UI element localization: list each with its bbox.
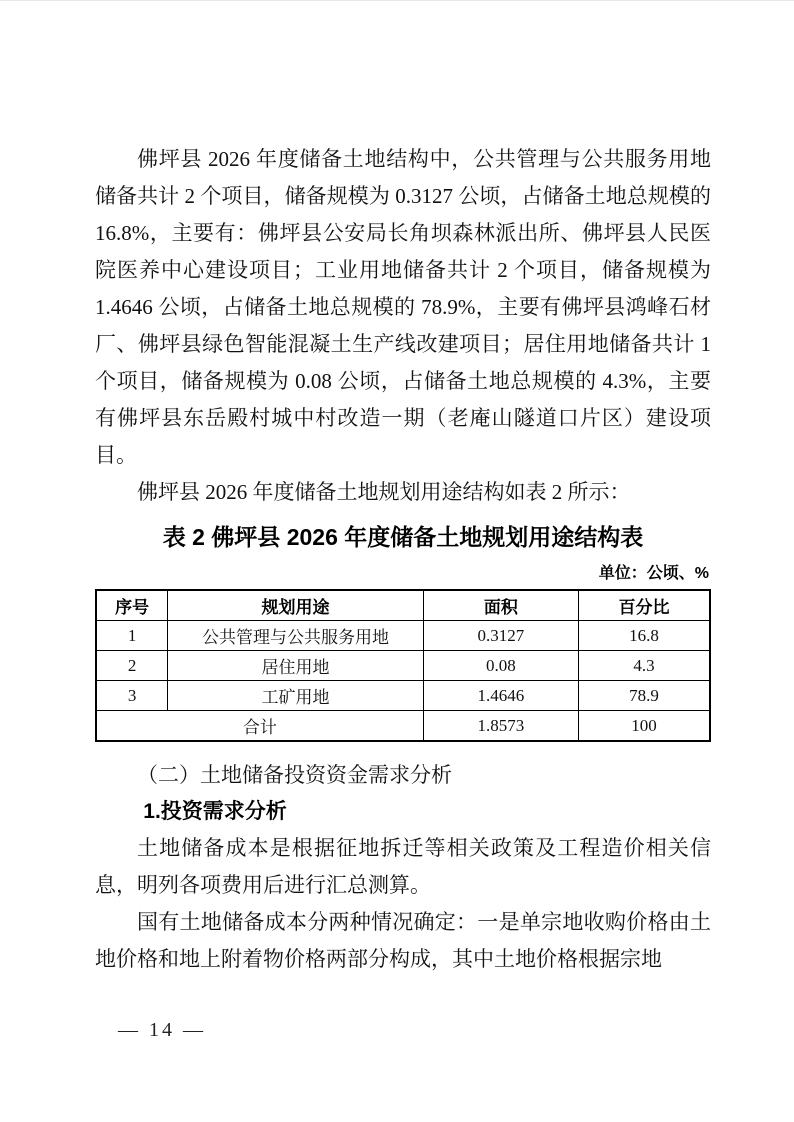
cell-area: 1.4646 <box>423 681 578 711</box>
paragraph-land-reserve-structure: 佛坪县 2026 年度储备土地结构中，公共管理与公共服务用地储备共计 2 个项目，储备规模为 0.3127 公顷，占储备土地总规模的 16.8%，主要有：佛坪县公安局长角坝森林派出所、佛坪县人民医院医养中心建设项目；工业用地储备共计 2 个项目，储备规模为 1.4646 公顷，占储备土地总规模的 78.9%，主要有佛坪县鸿峰石材厂、佛坪县绿色智能混凝土生产线改建项目；居住用地储备共计 1 个项目，储备规模为 0.08 公顷，占储备土地总规模的 4.3%，主要有佛坪县东岳殿村城中村改造一期（老庵山隧道口片区）建设项目。 <box>95 147 711 467</box>
cell-planned-use: 公共管理与公共服务用地 <box>168 621 423 651</box>
table-header-row <box>96 590 710 621</box>
cell-percentage: 16.8 <box>579 621 710 651</box>
table-title: 表 2 佛坪县 2026 年度储备土地规划用途结构表 <box>162 524 644 550</box>
cell-area: 0.08 <box>423 651 578 681</box>
table-row <box>96 621 710 651</box>
page-number: — 14 — <box>118 1019 206 1041</box>
cell-area: 0.3127 <box>423 621 578 651</box>
table-row <box>96 651 710 681</box>
cell-index: 3 <box>96 681 168 711</box>
table-unit-note: 单位：公顷、% <box>598 565 709 582</box>
cell-total-area: 1.8573 <box>423 711 578 742</box>
section-heading-investment-analysis: （二）土地储备投资资金需求分析 <box>137 763 452 787</box>
cell-percentage: 78.9 <box>579 681 710 711</box>
page-content <box>95 141 711 978</box>
subsection-heading-investment-demand: 1.投资需求分析 <box>143 800 287 823</box>
cell-index: 1 <box>96 621 168 651</box>
paragraph-cost-measurement: 土地储备成本是根据征地拆迁等相关政策及工程造价相关信息，明列各项费用后进行汇总测算。 <box>95 836 711 897</box>
cell-percentage: 4.3 <box>579 651 710 681</box>
paragraph-cost-determination: 国有土地储备成本分两种情况确定：一是单宗地收购价格由土地价格和地上附着物价格两部分构成，其中土地价格根据宗地 <box>95 910 711 971</box>
column-header-index: 序号 <box>96 590 168 621</box>
cell-planned-use: 居住用地 <box>168 651 423 681</box>
table-row <box>96 681 710 711</box>
column-header-area: 面积 <box>423 590 578 621</box>
cell-total-percentage: 100 <box>579 711 710 742</box>
cell-planned-use: 工矿用地 <box>168 681 423 711</box>
column-header-planned-use: 规划用途 <box>168 590 423 621</box>
column-header-percentage: 百分比 <box>579 590 710 621</box>
land-use-structure-table <box>95 589 711 742</box>
paragraph-table-intro: 佛坪县 2026 年度储备土地规划用途结构如表 2 所示： <box>137 480 631 504</box>
cell-total-label: 合计 <box>96 711 423 742</box>
cell-index: 2 <box>96 651 168 681</box>
table-total-row <box>96 711 710 742</box>
